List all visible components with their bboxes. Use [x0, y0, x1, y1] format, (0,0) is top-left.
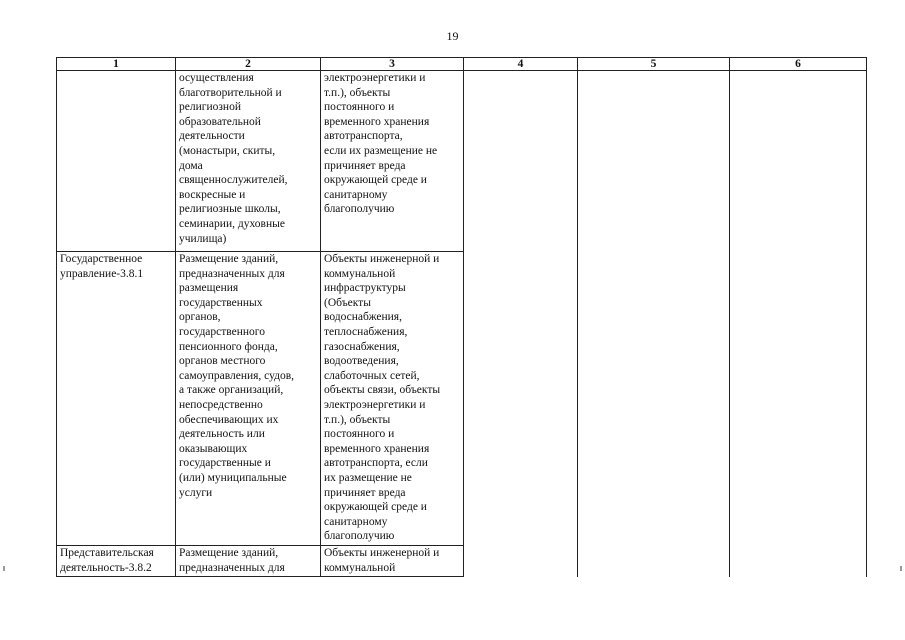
- header-row: [57, 58, 867, 71]
- table-header: [57, 58, 867, 71]
- cell-use-description: Размещение зданий, предназначенных для размещения государственных органов, государственного пенсионного фонда, органов местного самоуправления, судов, а также организаций, непосредственно обеспечивающих их деятельность или оказывающих государственные и (или) муниципальные услуги: [176, 252, 321, 546]
- header-col-6: 6: [730, 58, 867, 71]
- cell-permitted-objects: электроэнергетики и т.п.), объекты постоянного и временного хранения автотранспорта, если их размещение не причиняет вреда окружающей среде и санитарному благополучию: [321, 71, 464, 252]
- land-use-table-wrapper: [56, 57, 867, 577]
- header-col-3: 3: [321, 58, 464, 71]
- header-col-1: 1: [57, 58, 176, 71]
- cell-col-6: [730, 71, 867, 577]
- cell-permitted-objects: Объекты инженерной и коммунальной: [321, 546, 464, 577]
- cell-use-type: Государственное управление-3.8.1: [57, 252, 176, 546]
- header-col-5: 5: [578, 58, 730, 71]
- scan-mark-left: [3, 566, 5, 571]
- table-row: [57, 71, 867, 252]
- header-col-4: 4: [464, 58, 578, 71]
- cell-use-description: осуществления благотворительной и религиозной образовательной деятельности (монастыри, скиты, дома священнослужителей, воскресные и религиозные школы, семинарии, духовные училища): [176, 71, 321, 252]
- cell-col-5: [578, 71, 730, 577]
- land-use-table: [56, 57, 867, 577]
- cell-use-description: Размещение зданий, предназначенных для: [176, 546, 321, 577]
- cell-use-type: [57, 71, 176, 252]
- cell-use-type: Представительская деятельность-3.8.2: [57, 546, 176, 577]
- page-number: 19: [446, 29, 459, 43]
- cell-permitted-objects: Объекты инженерной и коммунальной инфраструктуры (Объекты водоснабжения, теплоснабжения, газоснабжения, водоотведения, слаботочных сетей, объекты связи, объекты электроэнергетики и т.п.), объекты постоянного и временного хранения автотранспорта, если их размещение не причиняет вреда окружающей среде и санитарному благополучию: [321, 252, 464, 546]
- scan-mark-right: [900, 566, 902, 571]
- cell-col-4: [464, 71, 578, 577]
- header-col-2: 2: [176, 58, 321, 71]
